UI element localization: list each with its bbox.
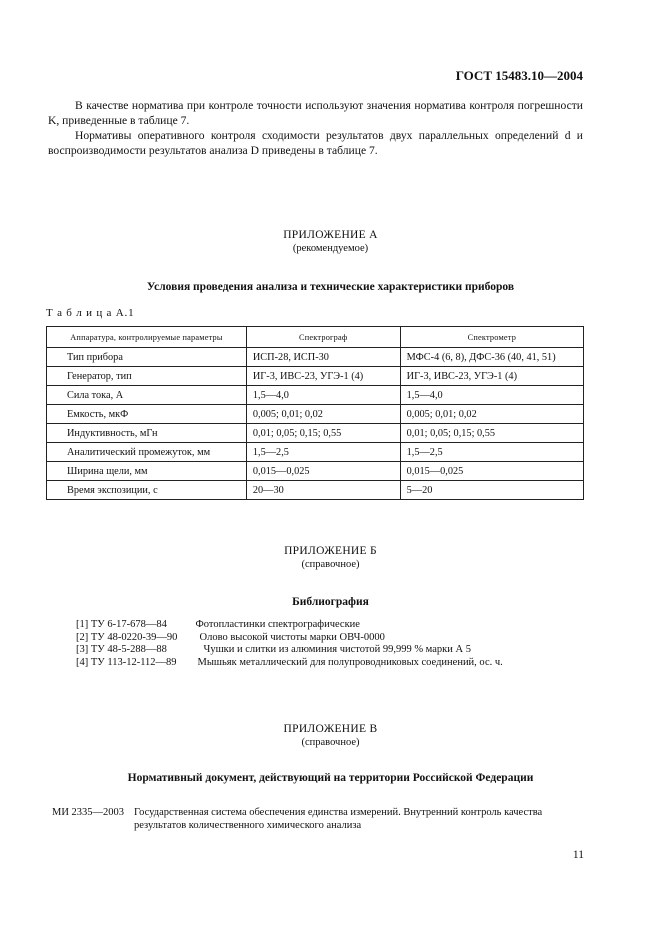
spectrometer-cell: ИГ-3, ИВС-23, УГЭ-1 (4) (400, 367, 583, 386)
table-row (47, 386, 584, 405)
parameter-cell: Емкость, мкФ (47, 405, 247, 424)
bib-code: ТУ 6-17-678—84 (90, 619, 167, 630)
spectrometer-cell: МФС-4 (6, 8), ДФС-36 (40, 41, 51) (400, 348, 583, 367)
table-row (47, 405, 584, 424)
spectrograph-cell: ИГ-3, ИВС-23, УГЭ-1 (4) (246, 367, 400, 386)
table-row (47, 367, 584, 386)
spectrometer-cell: 1,5—4,0 (400, 386, 583, 405)
spectrograph-cell: 0,01; 0,05; 0,15; 0,55 (246, 424, 400, 443)
bib-title: Мышьяк металлический для полупроводниковых соединений, ос. ч. (197, 656, 503, 668)
column-header: Спектрограф (246, 327, 400, 348)
document-code: МИ 2335—2003 (52, 807, 125, 818)
spectrometer-cell: 0,005; 0,01; 0,02 (400, 405, 583, 424)
parameter-cell: Генератор, тип (47, 367, 247, 386)
appendix-v-status: (справочное) (301, 737, 360, 748)
appendix-a-status: (рекомендуемое) (292, 243, 369, 254)
appendix-v-heading: Нормативный документ, действующий на территории Российской Федерации (127, 772, 534, 784)
parameter-cell: Аналитический промежуток, мм (47, 443, 247, 462)
bibliography-item (76, 644, 503, 657)
appendix-v-title: ПРИЛОЖЕНИЕ В (283, 723, 378, 735)
bib-code: ТУ 48-0220-39—90 (90, 631, 178, 643)
spectrograph-cell: 1,5—2,5 (246, 443, 400, 462)
bib-title: Чушки и слитки из алюминия чистотой 99,999 % марки А 5 (203, 644, 471, 655)
spectrograph-cell: 0,005; 0,01; 0,02 (246, 405, 400, 424)
appendix-b-heading: Библиография (292, 596, 369, 608)
appendix-b-title: ПРИЛОЖЕНИЕ Б (284, 545, 377, 557)
bib-number: [1] (76, 619, 89, 630)
parameter-cell: Ширина щели, мм (47, 462, 247, 481)
spectrograph-cell: 0,015—0,025 (246, 462, 400, 481)
appendix-a-title: ПРИЛОЖЕНИЕ А (283, 229, 378, 241)
column-header: Аппаратура, контролируемые параметры (47, 327, 247, 348)
parameter-cell: Тип прибора (47, 348, 247, 367)
table-row (47, 462, 584, 481)
appendix-a-heading: Условия проведения анализа и технические характеристики приборов (146, 281, 515, 293)
bibliography-item (76, 632, 503, 645)
table-row (47, 348, 584, 367)
spectrograph-cell: 20—30 (246, 481, 400, 500)
document-title: Государственная система обеспечения единства измерений. Внутренний контроль качества результатов количественного химического анализа (134, 807, 543, 831)
spectrometer-cell: 0,01; 0,05; 0,15; 0,55 (400, 424, 583, 443)
spec-table (46, 326, 584, 500)
bib-title: Олово высокой чистоты марки ОВЧ-0000 (199, 631, 385, 643)
intro-paragraph-2: Нормативы оперативного контроля сходимости результатов двух параллельных определений d и воспроизводимости результатов анализа D приведены в таблице 7. (48, 129, 583, 157)
page-number: 11 (572, 849, 584, 861)
table-caption: Т а б л и ц а А.1 (46, 307, 135, 319)
spectrometer-cell: 1,5—2,5 (400, 443, 583, 462)
table-row (47, 481, 584, 500)
bib-code: ТУ 48-5-288—88 (90, 644, 167, 655)
table-row (47, 424, 584, 443)
bibliography-item (76, 657, 503, 670)
bib-number: [3] (76, 644, 89, 655)
bib-title: Фотопластинки спектрографические (195, 619, 360, 630)
bib-number: [4] (76, 656, 89, 668)
standard-number: ГОСТ 15483.10—2004 (455, 68, 583, 83)
bib-number: [2] (76, 631, 89, 643)
bibliography-list (76, 619, 503, 669)
parameter-cell: Индуктивность, мГн (47, 424, 247, 443)
appendix-b-status: (справочное) (301, 559, 360, 570)
table-header-row (47, 327, 584, 348)
spectrometer-cell: 0,015—0,025 (400, 462, 583, 481)
parameter-cell: Время экспозиции, с (47, 481, 247, 500)
intro-paragraph-1: В качестве норматива при контроле точности используют значения норматива контроля погрешности K, приведенные в таблице 7. (48, 99, 583, 127)
table-row (47, 443, 584, 462)
spectrograph-cell: ИСП-28, ИСП-30 (246, 348, 400, 367)
parameter-cell: Сила тока, А (47, 386, 247, 405)
column-header: Спектрометр (400, 327, 583, 348)
bib-code: ТУ 113-12-112—89 (90, 656, 177, 668)
bibliography-item (76, 619, 503, 632)
spectrometer-cell: 5—20 (400, 481, 583, 500)
spectrograph-cell: 1,5—4,0 (246, 386, 400, 405)
